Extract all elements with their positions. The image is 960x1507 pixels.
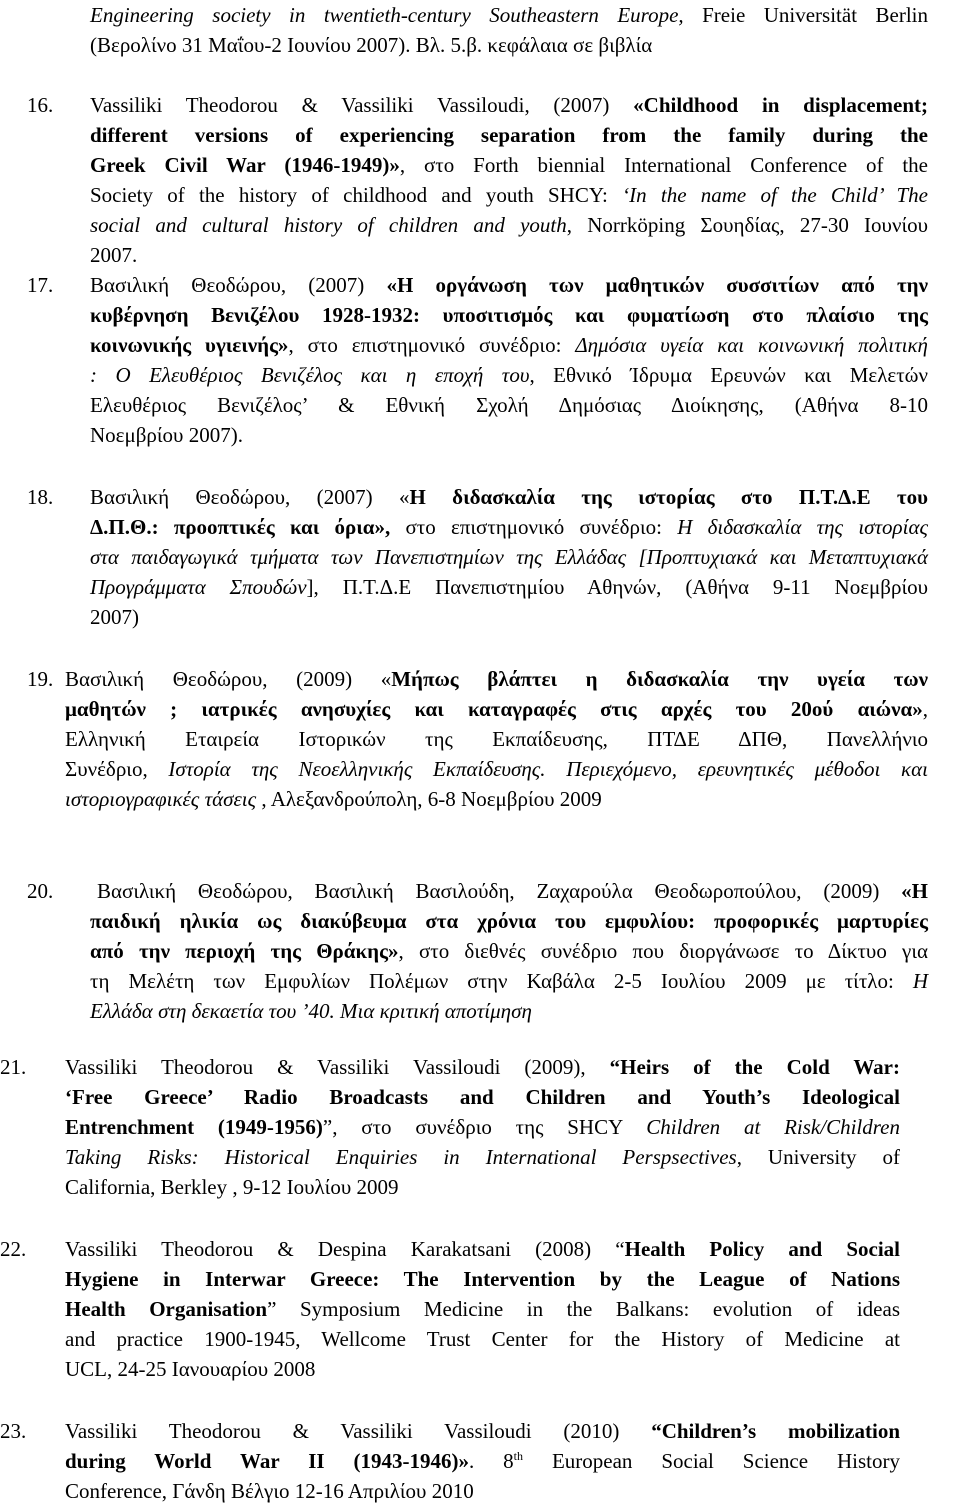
venue-title: ιστοριογραφικές τάσεις (65, 787, 257, 811)
item-number: 21. (0, 1055, 27, 1079)
intro-title: Engineering society in twentieth-century Southeastern Europe, (90, 3, 684, 27)
authors: Vassiliki Theodorou & Vassiliki Vassiloudi (2010) (65, 1419, 652, 1443)
item-17-line-6: Νοεμβρίου 2007). (90, 423, 243, 447)
item-number: 16. (27, 93, 54, 117)
title-bold: κοινωνικής υγιεινής» (90, 333, 289, 357)
venue-title: social and cultural history of children and youth (90, 213, 567, 237)
item-20-line-1 (97, 876, 928, 906)
item-19-line-5 (65, 784, 928, 814)
item-number: 17. (27, 273, 54, 297)
venue: , (922, 697, 928, 721)
item-16-line-1 (90, 90, 928, 120)
title-bold: during World War II (1943-1946)» (65, 1449, 469, 1473)
item-19-line-1 (65, 664, 928, 694)
item-22-line-1 (65, 1234, 900, 1264)
venue: τη Μελέτη των Εμφυλίων Πολέμων στην Καβάλα 2-5 Ιουλίου 2009 με τίτλο: (90, 969, 913, 993)
venue: ”, στο συνέδριο της SHCY (322, 1115, 647, 1139)
authors: Βασιλική Θεοδώρου, (2007) (90, 273, 387, 297)
authors: Vassiliki Theodorou & Vassiliki Vassiloudi (2009), (65, 1055, 610, 1079)
item-19-line-2 (65, 694, 928, 724)
venue-title: : Ο Ελευθέριος Βενιζέλος και η εποχή του (90, 363, 530, 387)
item-20-line-2: παιδική ηλικία ως διακύβευμα στα χρόνια του εμφυλίου: προφορικές μαρτυρίες (90, 909, 928, 933)
item-21-line-5: California, Berkley , 9-12 Ιουλίου 2009 (65, 1175, 399, 1199)
item-number: 20. (27, 879, 54, 903)
item-17-line-3 (90, 330, 928, 360)
item-21-line-3 (65, 1112, 900, 1142)
venue-title: Ιστορία της Νεοελληνικής Εκπαίδευσης. Περιεχόμενο, ερευνητικές μέθοδοι και (168, 757, 928, 781)
venue: Συνέδριο, (65, 757, 169, 781)
item-22-line-5: UCL, 24-25 Ιανουαρίου 2008 (65, 1357, 316, 1381)
item-number: 18. (27, 485, 54, 509)
venue: , University of (736, 1145, 900, 1169)
item-number: 23. (0, 1419, 27, 1443)
title-bold: Η διδασκαλία της ιστορίας στο Π.Τ.Δ.Ε του (409, 485, 929, 509)
title-bold: “Children’s mobilization (651, 1419, 901, 1443)
item-16-line-6: 2007. (90, 243, 138, 267)
title-bold: από την περιοχή της Θράκης» (90, 939, 399, 963)
item-16-line-3 (90, 150, 928, 180)
authors: Βασιλική Θεοδώρου, (2009) « (65, 667, 392, 691)
item-23-line-1 (65, 1416, 900, 1446)
intro-line-2: (Βερολίνο 31 Μαΐου-2 Ιουνίου 2007). Βλ. 5.β. κεφάλαια σε βιβλία (90, 33, 653, 57)
authors: Vassiliki Theodorou & Vassiliki Vassiloudi, (2007) (90, 93, 634, 117)
title-bold: Health Organisation (65, 1297, 268, 1321)
title-bold: «Η (901, 879, 928, 903)
item-21-line-2: ‘Free Greece’ Radio Broadcasts and Children and Youth’s Ideological (65, 1085, 900, 1109)
item-20-line-5: Ελλάδα στη δεκαετία του ’40. Μια κριτική αποτίμηση (90, 999, 532, 1023)
item-18-line-3: στα παιδαγωγικά τμήματα των Πανεπιστημίων της Ελλάδας [Προπτυχιακά και Μεταπτυχιακά (90, 545, 928, 569)
item-16-line-5 (90, 210, 928, 240)
item-17-line-2: κυβέρνηση Βενιζέλου 1928-1932: υποσιτισμός και φυματίωση στο πλαίσιο της (90, 303, 928, 327)
venue: , στο Forth biennial International Conference of the (399, 153, 928, 177)
authors: Βασιλική Θεοδώρου, Βασιλική Βασιλούδη, Ζαχαρούλα Θεοδωροπούλου, (2009) (97, 879, 902, 903)
item-19-line-4 (65, 754, 928, 784)
venue-title: Δημόσια υγεία και κοινωνική πολιτική (575, 333, 928, 357)
item-23-line-2 (65, 1446, 900, 1476)
authors: Βασιλική Θεοδώρου, (2007) « (90, 485, 410, 509)
title-bold: μαθητών ; ιατρικές ανησυχίες και καταγραφές στις αρχές του 20ού αιώνα» (65, 697, 923, 721)
title-bold: Greek Civil War (1946-1949)» (90, 153, 400, 177)
title-bold: «Η οργάνωση των μαθητικών συσσιτίων από την (386, 273, 928, 297)
item-number: 19. (27, 667, 54, 691)
item-18-line-2 (90, 512, 928, 542)
venue: European Social Science History (523, 1449, 900, 1473)
item-22-line-2: Hygiene in Interwar Greece: The Intervention by the League of Nations (65, 1267, 900, 1291)
venue-title: Taking Risks: Historical Enquiries in International Perspsectives (65, 1145, 737, 1169)
venue-title: ‘In the name of the Child’ The (622, 183, 928, 207)
location-date: , Αλεξανδρούπολη, 6-8 Νοεμβρίου 2009 (256, 787, 602, 811)
item-23-line-3: Conference, Γάνδη Βέλγιο 12-16 Απριλίου 2010 (65, 1479, 474, 1503)
venue: ” Symposium Medicine in the Balkans: evolution of ideas (267, 1297, 900, 1321)
title-bold: “Heirs of the Cold War: (609, 1055, 900, 1079)
venue-title: Η διδασκαλία της ιστορίας (677, 515, 928, 539)
item-22-line-3 (65, 1294, 900, 1324)
item-20-line-3 (90, 936, 928, 966)
item-16-line-2: different versions of experiencing separation from the family during the (90, 123, 928, 147)
title-bold: Μήπως βλάπτει η διδασκαλία την υγεία των (391, 667, 928, 691)
venue-title: Προγράμματα Σπουδών (90, 575, 307, 599)
item-20-line-4 (90, 966, 928, 996)
item-17-line-1 (90, 270, 928, 300)
venue: . 8 (468, 1449, 514, 1473)
intro-line-1 (90, 0, 928, 30)
venue: ], Π.Τ.Δ.Ε Πανεπιστημίου Αθηνών, (Αθήνα 9-11 Νοεμβρίου (306, 575, 928, 599)
venue: , Εθνικό Ίδρυμα Ερευνών και Μελετών (529, 363, 928, 387)
title-bold: Entrenchment (1949-1956) (65, 1115, 323, 1139)
item-18-line-1 (90, 482, 928, 512)
venue: , στο διεθνές συνέδριο που διοργάνωσε το Δίκτυο για (398, 939, 928, 963)
venue: , στο επιστημονικό συνέδριο: (288, 333, 576, 357)
title-bold: Δ.Π.Θ.: προοπτικές και όρια», (90, 515, 391, 539)
ordinal-superscript: th (513, 1449, 523, 1463)
item-17-line-5: Ελευθέριος Βενιζέλος’ & Εθνική Σχολή Δημόσιας Διοίκησης, (Αθήνα 8-10 (90, 393, 928, 417)
item-17-line-4 (90, 360, 928, 390)
item-21-line-4 (65, 1142, 900, 1172)
item-22-line-4: and practice 1900-1945, Wellcome Trust Center for the History of Medicine at (65, 1327, 900, 1351)
title-bold: «Childhood in displacement; (633, 93, 929, 117)
title-bold: Health Policy and Social (624, 1237, 900, 1261)
venue: στο επιστημονικό συνέδριο: (390, 515, 678, 539)
item-number: 22. (0, 1237, 27, 1261)
item-18-line-4 (90, 572, 928, 602)
location-date: , Norrköping Σουηδίας, 27-30 Ιουνίου (566, 213, 928, 237)
item-19-line-3: Ελληνική Εταιρεία Ιστορικών της Εκπαίδευσης, ΠΤΔΕ ΔΠΘ, Πανελλήνιο (65, 727, 928, 751)
venue: Society of the history of childhood and youth SHCY: (90, 183, 623, 207)
authors: Vassiliki Theodorou & Despina Karakatsani (2008) “ (65, 1237, 625, 1261)
intro-institution: Freie Universität Berlin (702, 3, 928, 27)
item-16-line-4 (90, 180, 928, 210)
item-21-line-1 (65, 1052, 900, 1082)
venue-title: Η (912, 969, 928, 993)
venue-title: Children at Risk/Children (646, 1115, 900, 1139)
item-18-line-5: 2007) (90, 605, 139, 629)
